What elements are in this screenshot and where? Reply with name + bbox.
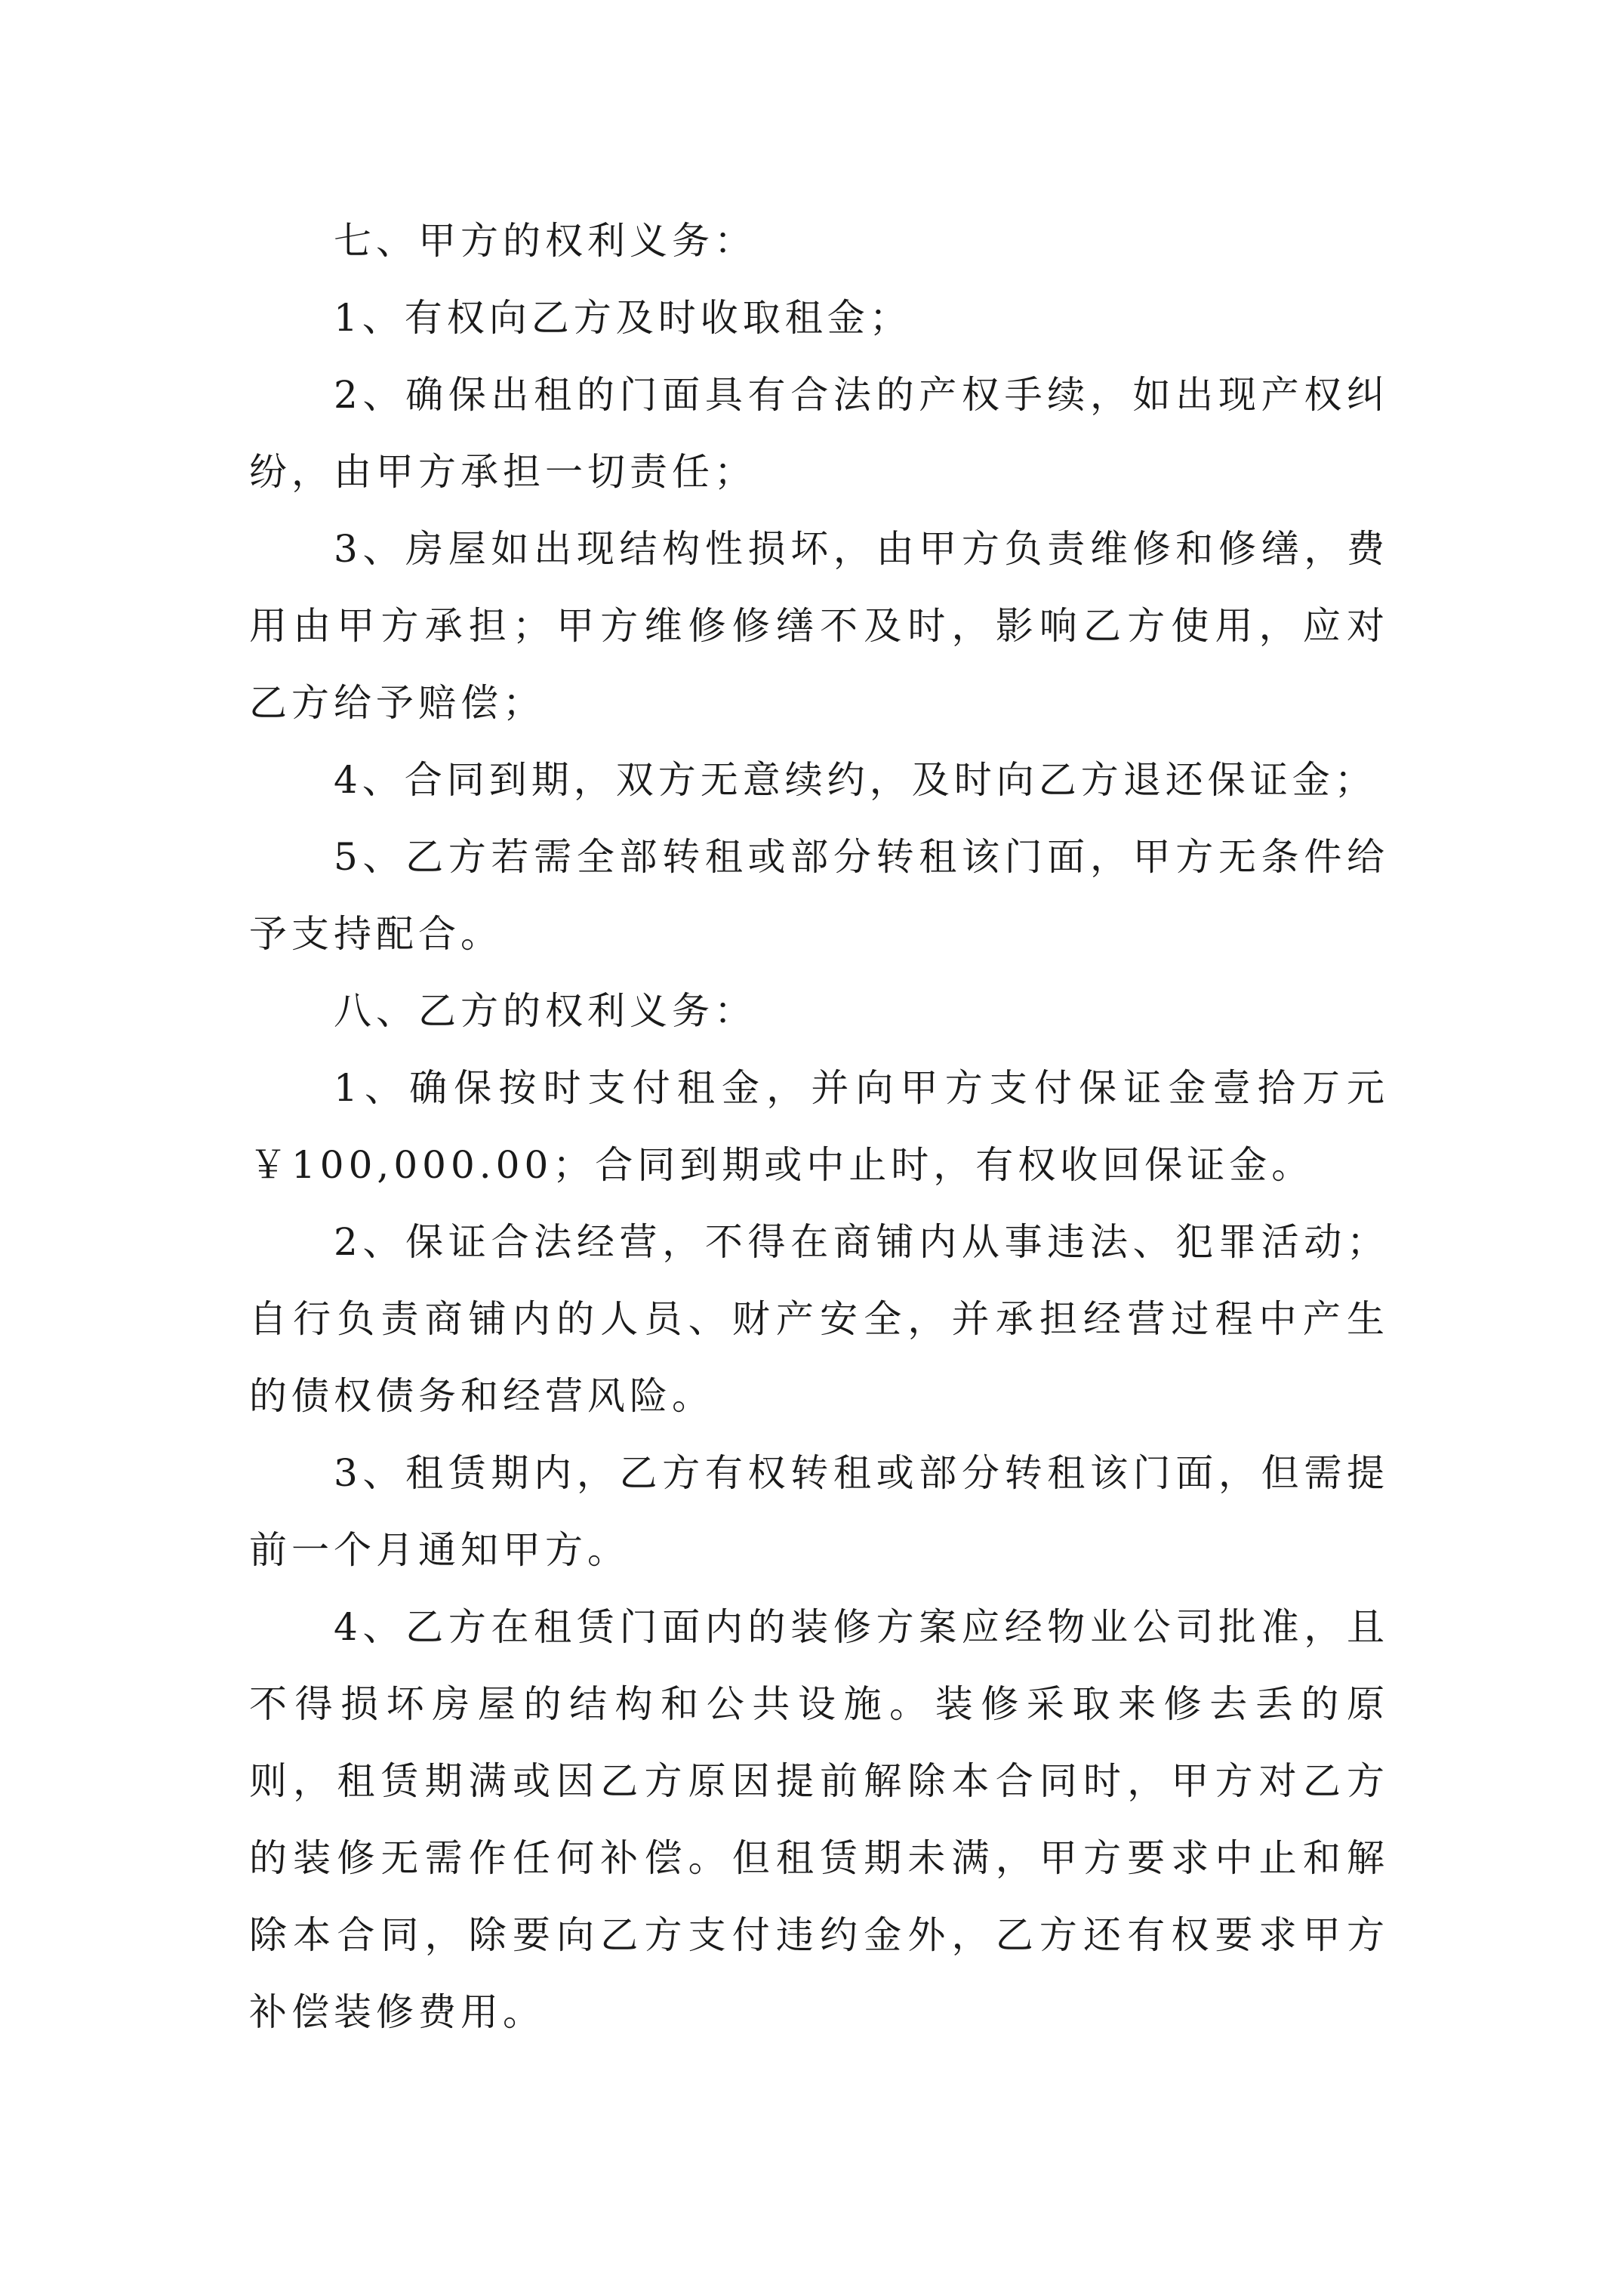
- clause-a-2: 2、确保出租的门面具有合法的产权手续，如出现产权纠纷，由甲方承担一切责任；: [249, 373, 1389, 494]
- section-heading-party-b: 八、乙方的权利义务：: [334, 989, 756, 1033]
- clause-a-5: 5、乙方若需全部转租或部分转租该门面，甲方无条件给予支持配合。: [249, 835, 1389, 956]
- clause-a-3: 3、房屋如出现结构性损坏，由甲方负责维修和修缮，费用由甲方承担；甲方维修修缮不及时，影响乙方使用，应对乙方给予赔偿；: [249, 527, 1389, 725]
- clause-a-4: 4、合同到期，双方无意续约，及时向乙方退还保证金；: [334, 758, 1377, 802]
- clause-b-4: 4、乙方在租赁门面内的装修方案应经物业公司批准，且不得损坏房屋的结构和公共设施。装修采取来修去丢的原则，租赁期满或因乙方原因提前解除本合同时，甲方对乙方的装修无需作任何补偿。但租赁期未满，甲方要求中止和解除本合同，除要向乙方支付违约金外，乙方还有权要求甲方补偿装修费用。: [249, 1605, 1389, 2034]
- clause-b-3: 3、租赁期内，乙方有权转租或部分转租该门面，但需提前一个月通知甲方。: [249, 1451, 1389, 1572]
- clause-b-2: 2、保证合法经营，不得在商铺内从事违法、犯罪活动；自行负责商铺内的人员、财产安全，并承担经营过程中产生的债权债务和经营风险。: [249, 1220, 1389, 1418]
- document-body: [249, 202, 1389, 2051]
- clause-b-1: 1、确保按时支付租金，并向甲方支付保证金壹拾万元￥100,000.00；合同到期或中止时，有权收回保证金。: [249, 1066, 1389, 1187]
- section-heading-party-a: 七、甲方的权利义务：: [334, 219, 756, 263]
- clause-a-1: 1、有权向乙方及时收取租金；: [334, 296, 912, 340]
